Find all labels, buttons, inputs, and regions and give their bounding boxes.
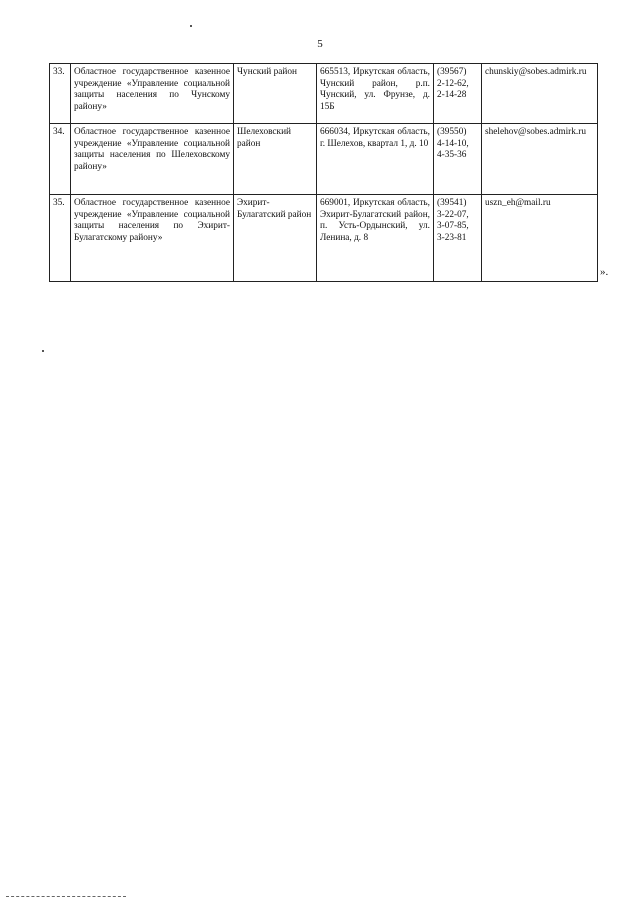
phone-line: 3-23-81 [437, 232, 467, 243]
phone-line: 2-12-62, [437, 78, 469, 89]
district-name: Эхирит-Булагатский район [234, 195, 317, 282]
phone-line: 4-35-36 [437, 150, 467, 160]
phone-line: 3-22-07, [437, 209, 469, 220]
phone-line: 4-14-10, [437, 138, 469, 149]
email-address: chunskiy@sobes.admirk.ru [482, 64, 598, 124]
postal-address: 665513, Иркутская область, Чунский район, р.п. Чунский, ул. Фрунзе, д. 15Б [317, 64, 434, 124]
phone-line: (39550) [437, 127, 467, 137]
phone-numbers [434, 64, 482, 124]
row-number: 33. [50, 64, 71, 124]
scan-speck [190, 25, 192, 27]
institutions-table [49, 63, 598, 282]
closing-quote-mark: ». [600, 266, 609, 278]
district-name: Шелеховский район [234, 124, 317, 195]
phone-line: (39541) [437, 198, 467, 208]
district-name: Чунский район [234, 64, 317, 124]
institution-name: Областное государственное казенное учреждение «Управление социальной защиты населения по Шелеховскому району» [71, 124, 234, 195]
phone-numbers [434, 124, 482, 195]
phone-numbers [434, 195, 482, 282]
phone-line: 3-07-85, [437, 221, 469, 231]
postal-address: 666034, Иркутская область, г. Шелехов, квартал 1, д. 10 [317, 124, 434, 195]
row-number: 35. [50, 195, 71, 282]
table-row [50, 64, 598, 124]
table-row [50, 124, 598, 195]
email-address: uszn_eh@mail.ru [482, 195, 598, 282]
row-number: 34. [50, 124, 71, 195]
page-number: 5 [317, 38, 323, 50]
phone-line: (39567) [437, 67, 467, 77]
phone-line: 2-14-28 [437, 90, 467, 100]
institution-name: Областное государственное казенное учреждение «Управление социальной защиты населения по Эхирит-Булагатскому району» [71, 195, 234, 282]
table-row [50, 195, 598, 282]
scan-speck [42, 350, 44, 352]
institution-name: Областное государственное казенное учреждение «Управление социальной защиты населения по Чунскому району» [71, 64, 234, 124]
email-address: shelehov@sobes.admirk.ru [482, 124, 598, 195]
footer-rule [6, 896, 126, 897]
postal-address: 669001, Иркутская область, Эхирит-Булагатский район, п. Усть-Ордынский, ул. Ленина, д. 8 [317, 195, 434, 282]
